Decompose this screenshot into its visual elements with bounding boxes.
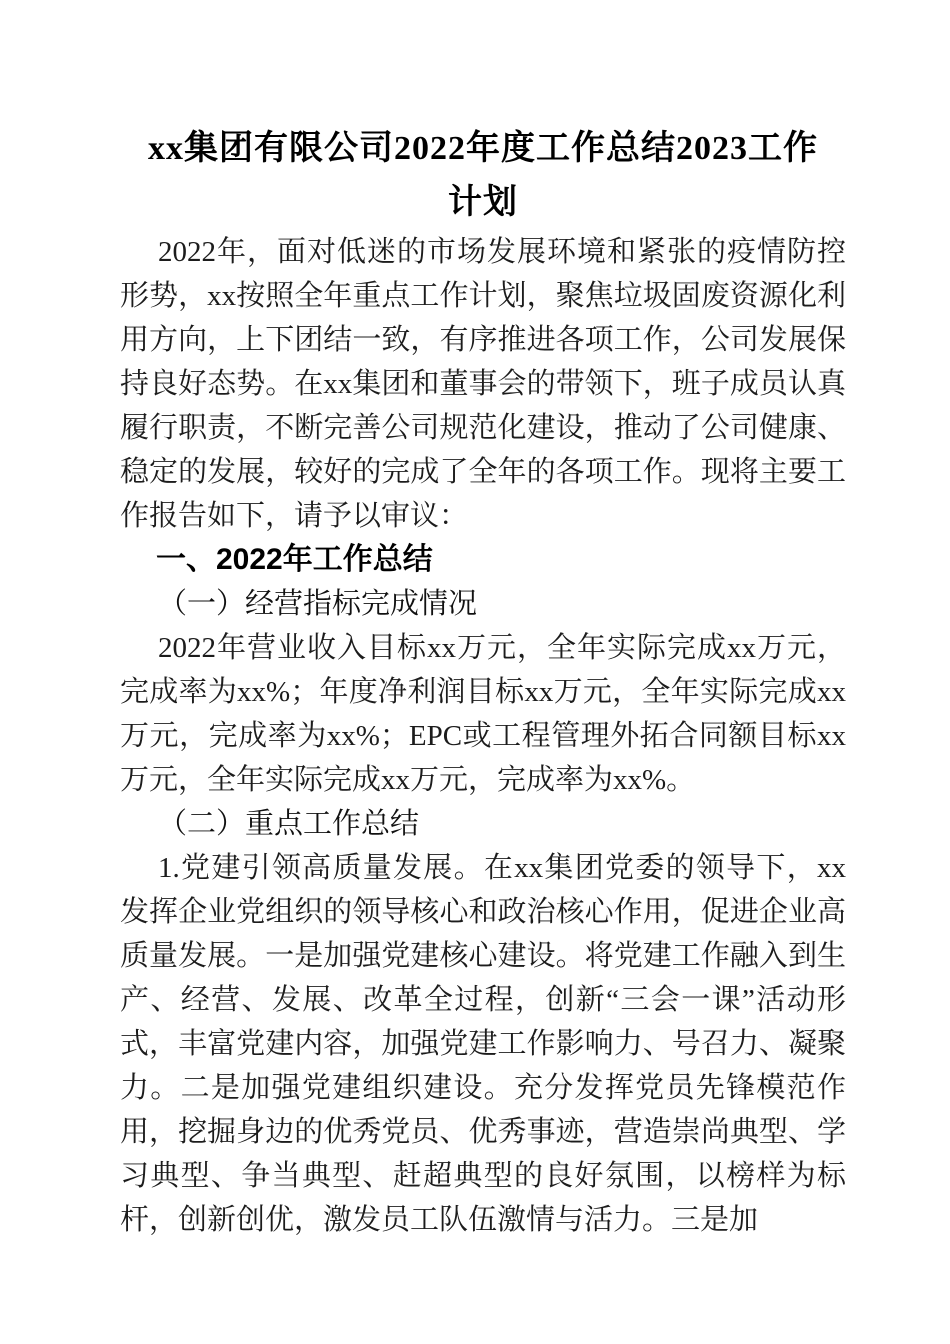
document-title (120, 122, 846, 230)
section-1-heading: 一、2022年工作总结 (156, 543, 433, 576)
intro-paragraph: 2022年，面对低迷的市场发展环境和紧张的疫情防控形势，xx按照全年重点工作计划，聚焦垃圾固废资源化利用方向，上下团结一致，有序推进各项工作，公司发展保持良好态势。在xx集团和董事会的带领下，班子成员认真履行职责，不断完善公司规范化建设，推动了公司健康、稳定的发展，较好的完成了全年的各项工作。现将主要工作报告如下，请予以审议： (120, 236, 846, 532)
subsection-1-2-heading: （二）重点工作总结 (158, 808, 420, 840)
subsection-1-1-heading: （一）经营指标完成情况 (158, 588, 478, 620)
document-title-line-1: xx集团有限公司2022年度工作总结2023工作 (148, 130, 818, 167)
subsection-1-1-paragraph: 2022年营业收入目标xx万元，全年实际完成xx万元，完成率为xx%；年度净利润目标xx万元，全年实际完成xx万元，完成率为xx%；EPC或工程管理外拓合同额目标xx万元，全年实际完成xx万元，完成率为xx%。 (120, 632, 846, 796)
document-title-line-2: 计划 (448, 184, 518, 221)
subsection-1-2-paragraph: 1.党建引领高质量发展。在xx集团党委的领导下，xx发挥企业党组织的领导核心和政治核心作用，促进企业高质量发展。一是加强党建核心建设。将党建工作融入到生产、经营、发展、改革全过程，创新“三会一课”活动形式，丰富党建内容，加强党建工作影响力、号召力、凝聚力。二是加强党建组织建设。充分发挥党员先锋模范作用，挖掘身边的优秀党员、优秀事迹，营造崇尚典型、学习典型、争当典型、赶超典型的良好氛围，以榜样为标杆，创新创优，激发员工队伍激情与活力。三是加 (120, 852, 846, 1236)
